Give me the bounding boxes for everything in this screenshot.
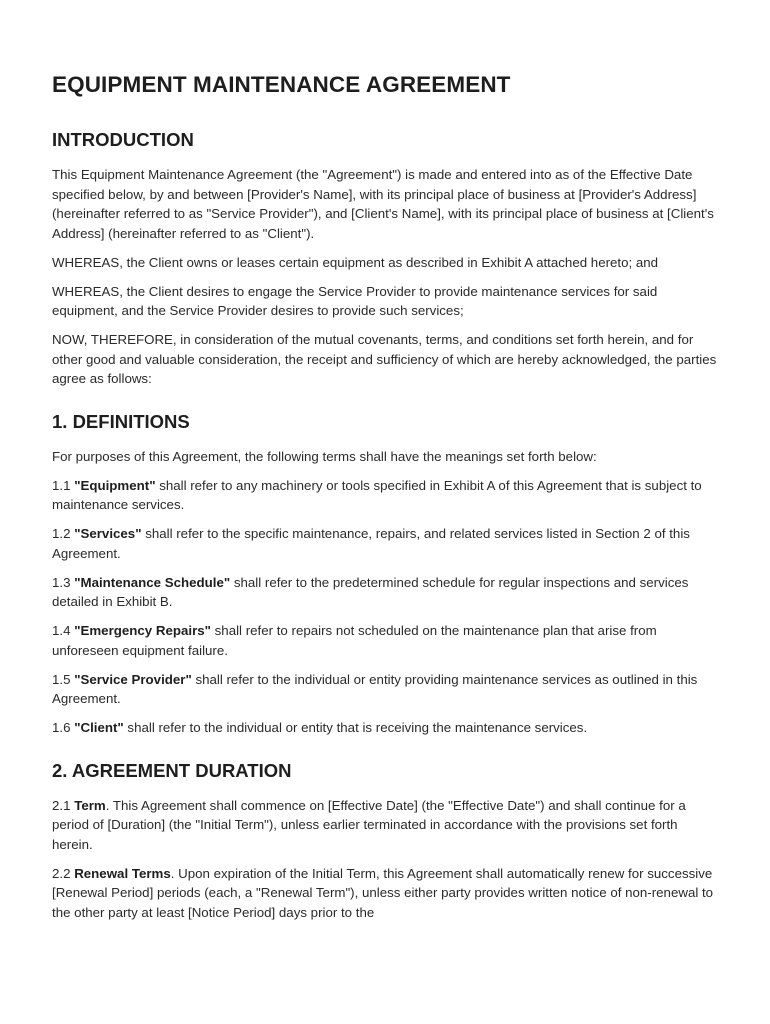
defined-term: "Emergency Repairs" — [74, 623, 211, 638]
clause-title: Term — [74, 797, 106, 813]
definition-text: shall refer to repairs not scheduled on the maintenance plan that arise from unforeseen equipment failure. — [52, 623, 657, 658]
definition-item — [52, 621, 720, 660]
definition-item — [52, 670, 720, 709]
definitions-heading: 1. DEFINITIONS — [52, 410, 190, 432]
clause-number: 1.2 — [52, 526, 75, 541]
introduction-heading: INTRODUCTION — [52, 129, 194, 150]
clause-text: . Upon expiration of the Initial Term, this Agreement shall automatically renew for successive [Renewal Period] periods (each, a "Renewal Term"), unless either party provides written notice of non-renewal to the other party at least [Notice Period] days prior to the — [52, 865, 714, 920]
document-page — [52, 68, 720, 932]
duration-section — [52, 758, 720, 923]
definition-text: shall refer to the specific maintenance, repairs, and related services listed in Section 2 of this Agreement. — [52, 526, 690, 561]
intro-paragraph: This Equipment Maintenance Agreement (the "Agreement") is made and entered into as of the Effective Date specified below, by and between [Provider's Name], with its principal place of business at [Provider's Address] (hereinafter referred to as "Service Provider"), and [Client's Name], with its principal place of business at [Client's Address] (hereinafter referred to as "Client"). — [52, 167, 714, 241]
definition-item — [52, 573, 720, 612]
whereas-paragraph: WHEREAS, the Client owns or leases certain equipment as described in Exhibit A attached hereto; and — [52, 254, 659, 270]
definition-item — [52, 718, 720, 738]
introduction-section — [52, 127, 720, 389]
clause-text: . This Agreement shall commence on [Effective Date] (the "Effective Date") and shall continue for a period of [Duration] (the "Initial Term"), unless earlier terminated in accordance with the provisions set forth herein. — [52, 797, 686, 852]
defined-term: "Services" — [74, 526, 142, 541]
clause-number: 1.3 — [52, 574, 75, 590]
clause-number: 1.6 — [52, 720, 75, 735]
definition-text: shall refer to the individual or entity that is receiving the maintenance services. — [123, 720, 588, 735]
document-title: EQUIPMENT MAINTENANCE AGREEMENT — [52, 72, 511, 97]
defined-term: "Maintenance Schedule" — [74, 574, 231, 590]
duration-item — [52, 796, 720, 855]
whereas-paragraph: WHEREAS, the Client desires to engage the Service Provider to provide maintenance services for said equipment, and the Service Provider desires to provide such services; — [52, 283, 658, 318]
clause-number: 1.4 — [52, 623, 75, 638]
definition-item — [52, 476, 720, 515]
clause-title: Renewal Terms — [74, 865, 171, 881]
clause-number: 2.2 — [52, 865, 75, 881]
defined-term: "Equipment" — [74, 477, 156, 493]
definitions-lead: For purposes of this Agreement, the following terms shall have the meanings set forth below: — [52, 448, 597, 464]
clause-number: 1.1 — [52, 477, 75, 493]
duration-heading: 2. AGREEMENT DURATION — [52, 759, 292, 781]
defined-term: "Service Provider" — [74, 671, 192, 687]
definition-text: shall refer to the individual or entity providing maintenance services as outlined in this Agreement. — [52, 671, 698, 706]
duration-item — [52, 864, 720, 923]
definition-text: shall refer to any machinery or tools specified in Exhibit A of this Agreement that is subject to maintenance services. — [52, 477, 702, 512]
now-therefore-paragraph: NOW, THEREFORE, in consideration of the mutual covenants, terms, and conditions set forth herein, and for other good and valuable consideration, the receipt and sufficiency of which are hereby acknowledged, the parties agree as follows: — [52, 332, 717, 386]
definition-item — [52, 524, 720, 563]
defined-term: "Client" — [74, 720, 124, 735]
clause-number: 2.1 — [52, 797, 75, 813]
definition-text: shall refer to the predetermined schedule for regular inspections and services detailed in Exhibit B. — [52, 574, 689, 609]
definitions-section — [52, 409, 720, 738]
clause-number: 1.5 — [52, 671, 75, 687]
